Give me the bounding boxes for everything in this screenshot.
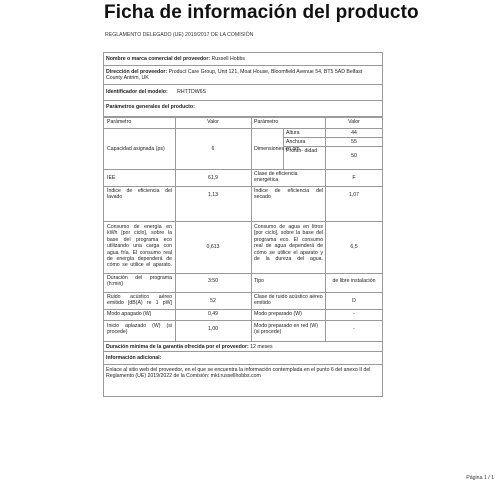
duration-label: Duración del programa (h:min)	[107, 275, 172, 288]
type-value: de libre instalación	[332, 278, 376, 284]
model-id-row	[106, 89, 382, 95]
divider	[103, 84, 383, 85]
noise-class-value: D	[352, 298, 356, 304]
energy-consumption-value: 0,613	[206, 244, 220, 250]
row-divider	[103, 186, 383, 187]
noise-value: 52	[210, 298, 216, 304]
dims-depth-value: 50	[351, 153, 357, 159]
dimensions-label: Dimensiones en cm	[254, 146, 300, 152]
noise-class-label: Clase de ruido acústico aéreo emitido	[254, 294, 323, 307]
header-value: Valor	[207, 119, 219, 125]
page-title: Ficha de información del producto	[104, 2, 419, 23]
noise-label: Ruido acústico aéreo emitido [dB(A) re 1 pW]	[107, 294, 172, 307]
divider	[103, 65, 383, 66]
row-divider	[103, 169, 383, 170]
row-divider	[103, 128, 383, 129]
row-divider	[103, 309, 383, 310]
dry-index-label: Índice de eficiencia del secado	[254, 188, 323, 201]
row-divider	[103, 292, 383, 293]
energy-class-value: F	[352, 175, 356, 181]
additional-info-label: Información adicional:	[106, 355, 162, 361]
divider	[103, 100, 383, 101]
energy-consumption-label: Consumo de energía en kWh [por ciclo], sobre la base del programa eco utilizando una carga con agua fría. El consumo real de energía dependerá de cómo se utilice el aparato.	[107, 224, 172, 269]
wash-index-value: 1,13	[207, 192, 219, 198]
warranty-label: Duración mínima de la garantía ofrecida por el proveedor:	[106, 344, 249, 350]
networked-standby-value: -	[353, 326, 355, 332]
wash-index-label: Índice de eficiencia del lavado	[107, 188, 172, 201]
supplier-address-value: Product Care Group, Unit 121, Moat House, Bloomfield Avenue 54, BT5 5AD Belfast County Antrim, UK	[106, 69, 363, 82]
supplier-brand-value: Russell Hobbs	[211, 56, 245, 62]
energy-class-label: Clase de eficiencia energética	[254, 171, 298, 184]
dims-height-label: Altura	[286, 130, 300, 136]
standby-mode-value: -	[353, 311, 355, 317]
off-mode-value: 0,49	[207, 311, 219, 317]
duration-value: 3:50	[207, 278, 219, 284]
capacity-value: 6	[211, 146, 215, 152]
row-divider	[103, 221, 383, 222]
supplier-brand-label: Nombre o marca comercial del proveedor:	[106, 56, 211, 62]
page-subtitle: REGLAMENTO DELEGADO (UE) 2019/2017 DE LA COMISIÓN	[105, 32, 254, 38]
model-id-label: Identificador del modelo:	[106, 89, 168, 95]
standby-mode-label: Modo preparado (W)	[254, 311, 302, 317]
iee-label: IEE	[107, 175, 116, 181]
networked-standby-label: Modo preparado en red (W) (si procede)	[254, 323, 319, 336]
warranty-line	[106, 344, 382, 350]
water-consumption-value: 6,5	[350, 244, 358, 250]
general-params-heading: Parámetros generales del producto:	[106, 104, 195, 110]
divider	[103, 364, 383, 365]
page-number: Página 1 / 1	[466, 475, 494, 481]
dims-depth-label: Profun- didad	[286, 148, 318, 154]
row-divider	[103, 273, 383, 274]
supplier-address-row	[106, 69, 380, 82]
delay-start-label: Inicio aplazado (W) (si procede)	[107, 323, 172, 336]
dims-height-value: 44	[351, 130, 357, 136]
supplier-address-label: Dirección del proveedor:	[106, 69, 168, 75]
additional-info-text: Enlace al sitio web del proveedor, en el que se encuentra la información contemplada en el punto 6 del anexo II del Reglamento (UE) 2019/2022 de la Comisión: mkt.russellhobbs.com	[106, 367, 371, 380]
off-mode-label: Modo apagado (W)	[107, 311, 152, 317]
header-value2: Valor	[348, 119, 360, 125]
iee-value: 61,9	[207, 175, 219, 181]
warranty-value: 12 meses	[250, 344, 273, 350]
dims-width-label: Anchura	[286, 139, 306, 145]
capacity-label: Capacidad asignada (ps)	[107, 146, 165, 152]
header-param2: Parámetro	[254, 119, 279, 125]
delay-start-value: 1,00	[207, 326, 219, 332]
supplier-brand-row	[106, 56, 382, 62]
water-consumption-label: Consumo de agua en litros [por ciclo], sobre la base del programa eco. El consumo real de agua dependerá de cómo se utilice el aparato y de la dureza del agua.	[254, 224, 323, 263]
header-param: Parámetro	[107, 119, 132, 125]
row-divider	[103, 320, 383, 321]
subrow-divider	[283, 137, 383, 138]
type-label: Tipo	[254, 278, 264, 284]
dims-width-value: 55	[351, 139, 357, 145]
dry-index-value: 1,07	[348, 192, 360, 198]
model-id-value: RHTTDW6S	[177, 89, 206, 95]
